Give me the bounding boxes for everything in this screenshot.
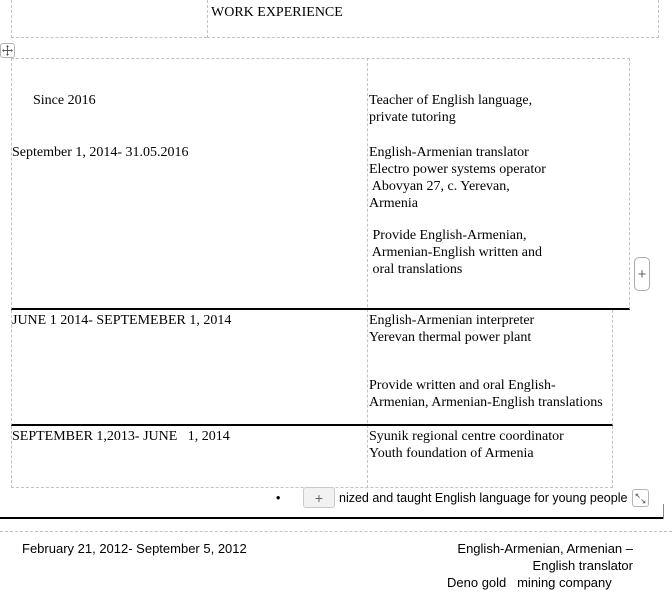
table-insert-button-side[interactable] [634, 257, 650, 291]
table-move-handle[interactable] [0, 43, 15, 58]
footer-date[interactable]: February 21, 2012- September 5, 2012 [22, 541, 247, 556]
page-title: WORK EXPERIENCE [211, 5, 343, 20]
role-coordinator[interactable] [369, 428, 564, 462]
footer-role-line-1[interactable]: English-Armenian, Armenian – [457, 541, 633, 556]
bullet-marker: • [276, 491, 281, 505]
date-translator[interactable]: September 1, 2014- 31.05.2016 [12, 145, 189, 160]
plus-icon: + [637, 265, 647, 283]
resize-icon [635, 493, 646, 504]
role-teacher[interactable] [369, 92, 532, 126]
duty-line: oral translations [369, 262, 463, 277]
move-icon [2, 45, 13, 56]
paragraph-border-line [0, 517, 663, 519]
header-table-cell-empty[interactable] [11, 0, 207, 38]
bullet-text[interactable]: nized and taught English language for young people [339, 491, 628, 505]
role-line: Armenia [369, 196, 418, 211]
plus-icon: + [314, 489, 324, 506]
role-line: private tutoring [369, 110, 456, 125]
role-line: Youth foundation of Armenia [369, 446, 534, 461]
date-since-2016[interactable]: Since 2016 [33, 93, 96, 108]
role-translator[interactable] [369, 144, 546, 212]
role-interpreter[interactable] [369, 312, 534, 346]
role-line: English-Armenian translator [369, 145, 529, 160]
header-table-cell-title[interactable] [207, 0, 659, 38]
role-line: English-Armenian interpreter [369, 313, 535, 328]
role-line: Abovyan 27, c. Yerevan, [369, 179, 510, 194]
duty-line: Armenian-English written and [369, 245, 543, 260]
duty-line: Provide written and oral English- [369, 378, 556, 393]
footer-role-line-2[interactable]: English translator [532, 558, 633, 573]
date-coordinator[interactable]: SEPTEMBER 1,2013- JUNE 1, 2014 [12, 429, 230, 444]
role-line: Yerevan thermal power plant [369, 330, 532, 345]
duties-translator[interactable] [369, 227, 542, 278]
role-line: Teacher of English language, [369, 93, 533, 108]
text-boundary-line [0, 531, 672, 532]
role-line: Electro power systems operator [369, 162, 546, 177]
table-resize-handle[interactable] [632, 489, 649, 507]
duties-interpreter[interactable] [369, 377, 603, 411]
duty-line: Provide English-Armenian, [369, 228, 527, 243]
paragraph-border-tick [663, 504, 664, 519]
footer-company[interactable]: Deno gold mining company [447, 575, 612, 590]
role-line: Syunik regional centre coordinator [369, 429, 564, 444]
date-interpreter[interactable]: JUNE 1 2014- SEPTEMEBER 1, 2014 [12, 313, 232, 328]
table-insert-button-bottom[interactable] [303, 487, 335, 508]
duty-line: Armenian, Armenian-English translations [369, 395, 603, 410]
